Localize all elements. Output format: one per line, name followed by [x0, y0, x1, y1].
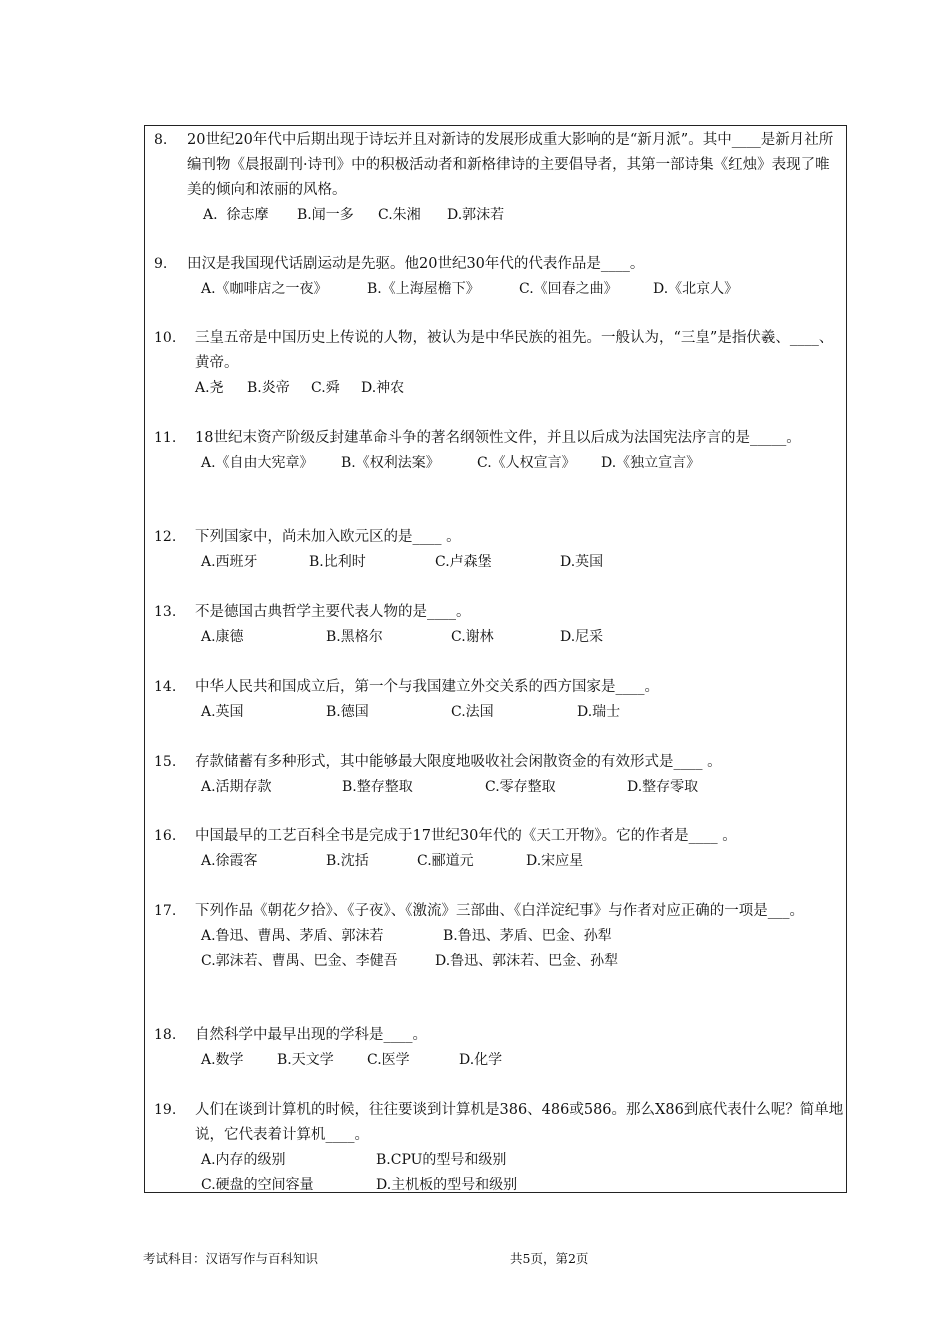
- question-14: [145, 675, 848, 725]
- option-c: C.硬盘的空间容量: [201, 1177, 314, 1193]
- question-text: 存款储蓄有多种形式，其中能够最大限度地吸收社会闲散资金的有效形式是____ 。: [195, 754, 722, 770]
- option-d: D.尼采: [560, 629, 604, 645]
- option-d: D.瑞士: [577, 704, 621, 720]
- question-10: [145, 326, 848, 401]
- question-number: 15.: [154, 754, 177, 770]
- option-a: A.数学: [201, 1052, 244, 1068]
- question-text: 三皇五帝是中国历史上传说的人物，被认为是中华民族的祖先。一般认为，“三皇”是指伏羲、____、黄帝。: [195, 330, 834, 371]
- option-a: A. 徐志摩: [203, 207, 269, 223]
- question-text: 下列作品《朝花夕拾》、《子夜》、《激流》三部曲、《白洋淀纪事》与作者对应正确的一项是___。: [195, 903, 804, 919]
- question-text: 中华人民共和国成立后，第一个与我国建立外交关系的西方国家是____。: [195, 679, 659, 695]
- options-row: [145, 924, 848, 949]
- options-row: [145, 700, 848, 725]
- question-11: [145, 426, 848, 476]
- option-c: C.朱湘: [378, 207, 421, 223]
- question-text: 自然科学中最早出现的学科是____。: [195, 1027, 427, 1043]
- options-row: [145, 376, 848, 401]
- option-c: C.法国: [451, 704, 494, 720]
- option-b: B.比利时: [309, 554, 366, 570]
- option-c: C.《回春之曲》: [519, 281, 618, 297]
- question-text: 下列国家中，尚未加入欧元区的是____ 。: [195, 529, 461, 545]
- question-number: 12.: [154, 529, 177, 545]
- option-d: D.《独立宣言》: [601, 455, 701, 471]
- option-d: D.《北京人》: [653, 281, 739, 297]
- option-b: B.黑格尔: [326, 629, 383, 645]
- option-d: D.化学: [459, 1052, 503, 1068]
- option-d: D.整存零取: [627, 779, 699, 795]
- option-a: A.《自由大宪章》: [201, 455, 314, 471]
- question-text: 不是德国古典哲学主要代表人物的是____。: [195, 604, 471, 620]
- option-a: A.《咖啡店之一夜》: [201, 281, 328, 297]
- option-b: B.炎帝: [247, 380, 290, 396]
- options-row: [145, 1048, 848, 1073]
- option-b: B.《上海屋檐下》: [367, 281, 480, 297]
- options-row: [145, 550, 848, 575]
- option-a: A.尧: [195, 380, 224, 396]
- options-row: [145, 1173, 848, 1198]
- options-row: [145, 949, 848, 974]
- option-b: B.天文学: [277, 1052, 334, 1068]
- option-c: C.卢森堡: [435, 554, 492, 570]
- option-c: C.《人权宣言》: [477, 455, 576, 471]
- question-13: [145, 600, 848, 650]
- option-c: C.郭沫若、曹禺、巴金、李健吾: [201, 953, 398, 969]
- question-12: [145, 525, 848, 575]
- option-c: C.郦道元: [417, 853, 474, 869]
- options-row: [145, 277, 848, 302]
- question-number: 18.: [154, 1027, 177, 1043]
- question-text: 田汉是我国现代话剧运动是先驱。他20世纪30年代的代表作品是____。: [187, 256, 645, 272]
- option-d: D.神农: [361, 380, 405, 396]
- options-row: [145, 849, 848, 874]
- option-b: B.整存整取: [342, 779, 413, 795]
- option-d: D.鲁迅、郭沫若、巴金、孙犁: [435, 953, 619, 969]
- option-a: A.徐霞客: [201, 853, 258, 869]
- option-a: A.内存的级别: [201, 1152, 286, 1168]
- exam-subject: 考试科目：汉语写作与百科知识: [143, 1251, 319, 1266]
- option-c: C.医学: [367, 1052, 410, 1068]
- option-d: D.宋应星: [526, 853, 584, 869]
- option-a: A.活期存款: [201, 779, 272, 795]
- option-b: B.CPU的型号和级别: [376, 1152, 507, 1168]
- options-row: [145, 1148, 848, 1173]
- question-box: [144, 125, 847, 1193]
- options-row: [145, 775, 848, 800]
- question-number: 17.: [154, 903, 177, 919]
- question-number: 11.: [154, 430, 177, 446]
- option-a: A.英国: [201, 704, 244, 720]
- question-number: 10.: [154, 330, 177, 346]
- option-b: B.闻一多: [297, 207, 354, 223]
- question-number: 14.: [154, 679, 177, 695]
- option-a: A.康德: [201, 629, 244, 645]
- option-c: C.舜: [311, 380, 340, 396]
- question-17: [145, 899, 848, 974]
- question-8: [145, 128, 848, 228]
- option-b: B.鲁迅、茅盾、巴金、孙犁: [443, 928, 612, 944]
- option-a: A.西班牙: [201, 554, 258, 570]
- option-c: C.谢林: [451, 629, 494, 645]
- question-9: [145, 252, 848, 302]
- options-row: [145, 203, 848, 228]
- question-text: 人们在谈到计算机的时候，往往要谈到计算机是386、486或586。那么X86到底代表什么呢？简单地说，它代表着计算机____。: [195, 1102, 844, 1143]
- question-number: 8.: [154, 132, 168, 148]
- option-d: D.英国: [560, 554, 604, 570]
- option-b: B.沈括: [326, 853, 369, 869]
- options-row: [145, 451, 848, 476]
- option-b: B.德国: [326, 704, 369, 720]
- question-15: [145, 750, 848, 800]
- question-number: 16.: [154, 828, 177, 844]
- question-19: [145, 1098, 848, 1198]
- question-number: 13.: [154, 604, 177, 620]
- page-number: 共5页，第2页: [510, 1251, 589, 1266]
- question-number: 9.: [154, 256, 168, 272]
- option-c: C.零存整取: [485, 779, 556, 795]
- question-text: 20世纪20年代中后期出现于诗坛并且对新诗的发展形成重大影响的是“新月派”。其中____是新月社所编刊物《晨报副刊·诗刊》中的积极活动者和新格律诗的主要倡导者，其第一部诗集《红烛》表现了唯美的倾向和浓丽的风格。: [187, 132, 834, 198]
- question-text: 18世纪末资产阶级反封建革命斗争的著名纲领性文件，并且以后成为法国宪法序言的是_____。: [195, 430, 801, 446]
- option-a: A.鲁迅、曹禺、茅盾、郭沫若: [201, 928, 384, 944]
- question-number: 19.: [154, 1102, 177, 1118]
- options-row: [145, 625, 848, 650]
- option-d: D.郭沫若: [447, 207, 505, 223]
- question-16: [145, 824, 848, 874]
- option-b: B.《权利法案》: [341, 455, 440, 471]
- option-d: D.主机板的型号和级别: [376, 1177, 518, 1193]
- question-18: [145, 1023, 848, 1073]
- question-text: 中国最早的工艺百科全书是完成于17世纪30年代的《天工开物》。它的作者是____ 。: [195, 828, 737, 844]
